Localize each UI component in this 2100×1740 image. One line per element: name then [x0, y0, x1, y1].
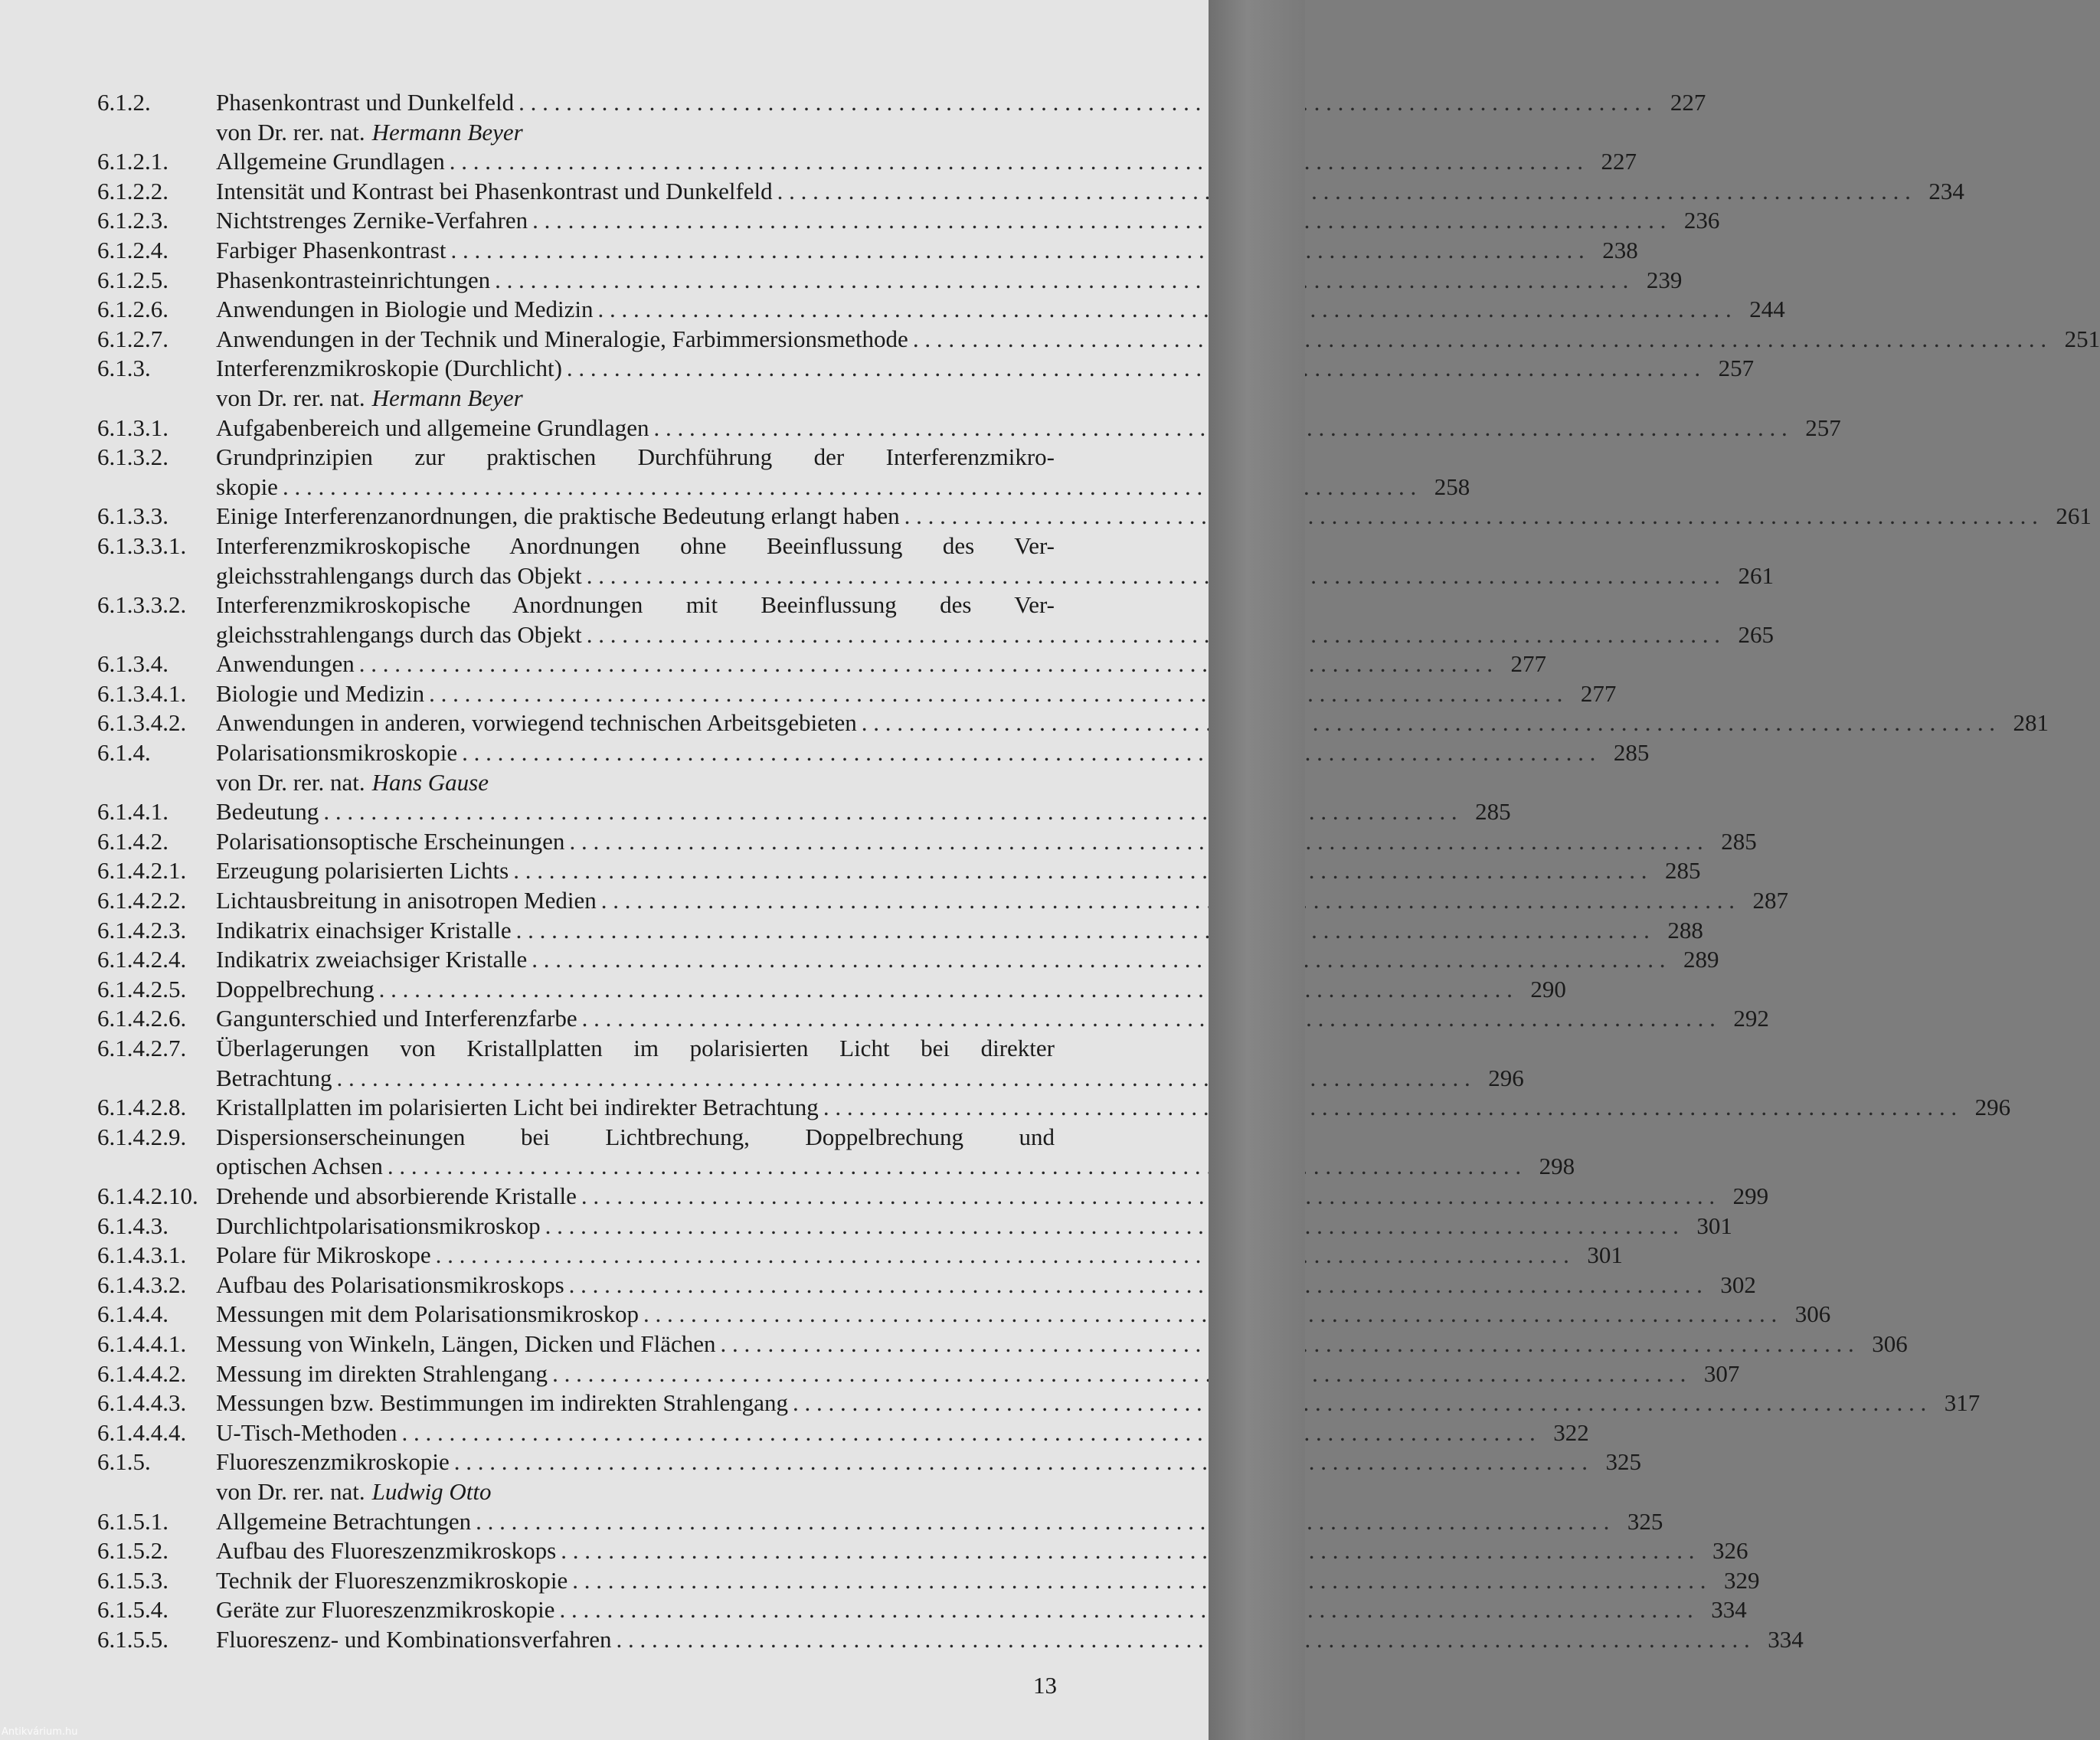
toc-section-title: Drehende und absorbierende Kristalle — [216, 1182, 577, 1209]
toc-page-number: 322 — [1553, 1418, 1589, 1446]
toc-section-title: Technik der Fluoreszenzmikroskopie — [216, 1566, 568, 1594]
toc-section-number: 6.1.4.2.5. — [97, 975, 187, 1002]
toc-entry — [97, 1064, 1524, 1094]
toc-section-title: Messung von Winkeln, Längen, Dicken und Flächen — [216, 1330, 716, 1357]
toc-leader-dots — [359, 649, 1493, 679]
toc-author-line — [97, 384, 1055, 414]
toc-author-line — [97, 118, 1055, 148]
toc-section-title: Allgemeine Grundlagen — [216, 148, 445, 175]
toc-section-number: 6.1.4. — [97, 739, 151, 767]
toc-leader-dots — [793, 1388, 1926, 1418]
toc-entry — [97, 266, 1683, 296]
toc-section-number: 6.1.4.4. — [97, 1300, 168, 1328]
toc-leader-dots — [587, 561, 1720, 591]
toc-page-number: 298 — [1539, 1153, 1575, 1180]
toc-section-title: gleichsstrahlengangs durch das Objekt — [216, 620, 582, 648]
toc-section-number: 6.1.4.3.2. — [97, 1271, 187, 1298]
toc-entry — [97, 1330, 1908, 1359]
toc-entry — [97, 1447, 1642, 1477]
toc-section-number: 6.1.3.3.1. — [97, 531, 187, 559]
toc-section-number: 6.1.5.5. — [97, 1625, 168, 1653]
toc-section-number: 6.1.4.4.3. — [97, 1389, 187, 1417]
toc-page-number: 285 — [1721, 827, 1757, 855]
toc-leader-dots — [388, 1152, 1521, 1182]
toc-section-number: 6.1.5.1. — [97, 1507, 168, 1535]
toc-page-number: 299 — [1732, 1182, 1769, 1209]
toc-entry — [97, 1418, 1589, 1448]
toc-page-number: 306 — [1872, 1330, 1908, 1357]
toc-section-number: 6.1.2.4. — [97, 236, 168, 263]
toc-section-title: Grundprinzipien zur praktischen Durchführung der Interferenzmikro- — [216, 443, 1055, 471]
toc-section-number: 6.1.3.4.2. — [97, 709, 187, 737]
toc-page-number: 325 — [1627, 1507, 1663, 1535]
toc-section-number: 6.1.2.5. — [97, 266, 168, 293]
toc-leader-dots — [532, 206, 1666, 236]
toc-section-title: Dispersionserscheinungen bei Lichtbrechung, Doppelbrechung und — [216, 1123, 1055, 1150]
toc-section-title: Anwendungen in der Technik und Mineralogie, Farbimmersionsmethode — [216, 325, 908, 352]
toc-page-number: 289 — [1683, 946, 1719, 973]
toc-entry — [97, 1093, 2011, 1123]
toc-page-number: 325 — [1605, 1448, 1642, 1476]
toc-section-title: Geräte zur Fluoreszenzmikroskopie — [216, 1596, 555, 1624]
toc-entry — [97, 236, 1638, 266]
toc-leader-dots — [450, 147, 1583, 177]
toc-section-title: Polare für Mikroskope — [216, 1241, 431, 1269]
watermark: Antikvárium.hu — [2, 1726, 78, 1738]
toc-section-number: 6.1.5.3. — [97, 1566, 168, 1594]
toc-section-title: Fluoreszenz- und Kombinationsverfahren — [216, 1625, 612, 1653]
toc-section-number: 6.1.3.3. — [97, 502, 168, 530]
toc-section-number: 6.1.4.2.7. — [97, 1035, 187, 1061]
toc-page-number: 285 — [1664, 857, 1701, 885]
toc-page-number: 277 — [1580, 679, 1617, 707]
toc-section-number: 6.1.4.2.9. — [97, 1123, 187, 1150]
toc-leader-dots — [402, 1418, 1536, 1448]
toc-section-title: Betrachtung — [216, 1064, 332, 1091]
toc-section-title: Indikatrix zweiachsiger Kristalle — [216, 946, 528, 973]
toc-section-title: U-Tisch-Methoden — [216, 1418, 397, 1446]
toc-section-number: 6.1.4.2.1. — [97, 857, 187, 885]
toc-section-title: Allgemeine Betrachtungen — [216, 1507, 472, 1535]
toc-entry — [97, 945, 1719, 975]
toc-leader-dots — [561, 1536, 1694, 1566]
toc-section-title: Interferenzmikroskopische Anordnungen mit Beeinflussung des Ver- — [216, 591, 1055, 619]
toc-page-number: 302 — [1720, 1271, 1756, 1298]
toc-page-number: 258 — [1434, 473, 1470, 500]
toc-leader-dots — [601, 886, 1735, 916]
toc-entry — [97, 177, 1964, 207]
toc-section-number: 6.1.4.2. — [97, 827, 168, 855]
toc-page-number: 236 — [1683, 207, 1720, 234]
toc-page-number: 227 — [1601, 148, 1637, 175]
toc-leader-dots — [462, 738, 1595, 768]
toc-entry — [97, 1152, 1575, 1182]
toc-section-number: 6.1.4.2.6. — [97, 1005, 187, 1032]
toc-section-number: 6.1.3.3.2. — [97, 591, 187, 619]
toc-section-number: 6.1.4.4.4. — [97, 1418, 187, 1446]
toc-author-name: Hans Gause — [371, 768, 489, 796]
toc-page-number: 277 — [1510, 650, 1547, 678]
toc-section-title: Phasenkontrast und Dunkelfeld — [216, 89, 515, 116]
toc-entry — [97, 443, 1055, 473]
toc-entry — [97, 738, 1650, 768]
toc-section-title: Messungen bzw. Bestimmungen im indirekten Strahlengang — [216, 1389, 789, 1417]
toc-page-number: 292 — [1733, 1005, 1769, 1032]
toc-entry — [97, 679, 1617, 709]
toc-leader-dots — [904, 502, 2038, 531]
toc-author-name: Hermann Beyer — [371, 384, 523, 411]
toc-entry — [97, 1507, 1663, 1537]
toc-entry — [97, 916, 1703, 946]
toc-entry — [97, 1212, 1732, 1241]
toc-page-number: 329 — [1724, 1566, 1760, 1594]
toc-leader-dots — [777, 177, 1911, 207]
toc-leader-dots — [516, 916, 1650, 946]
toc-section-number: 6.1.3.4.1. — [97, 679, 187, 707]
toc-page-number: 301 — [1696, 1212, 1732, 1239]
toc-entry — [97, 886, 1788, 916]
toc-leader-dots — [559, 1595, 1693, 1625]
toc-section-number: 6.1.2. — [97, 89, 151, 116]
toc-leader-dots — [913, 325, 2046, 355]
toc-section-title: Überlagerungen von Kristallplatten im polarisierten Licht bei direkter — [216, 1035, 1055, 1061]
toc-section-title: Anwendungen in Biologie und Medizin — [216, 296, 594, 323]
toc-leader-dots — [450, 236, 1584, 266]
toc-page-number: 290 — [1530, 975, 1566, 1002]
toc-author-prefix: von Dr. rer. nat. — [216, 118, 365, 146]
toc-entry — [97, 531, 1055, 561]
toc-section-title: Kristallplatten im polarisierten Licht bei indirekter Betrachtung — [216, 1094, 819, 1121]
toc-section-title: skopie — [216, 473, 278, 500]
toc-leader-dots — [552, 1359, 1686, 1389]
toc-page-number: 261 — [1738, 561, 1775, 589]
toc-section-title: Phasenkontrasteinrichtungen — [216, 266, 491, 293]
toc-section-number: 6.1.4.3. — [97, 1212, 168, 1239]
background-edge — [1209, 0, 1305, 1740]
toc-section-number: 6.1.3. — [97, 355, 151, 382]
toc-entry — [97, 827, 1757, 857]
toc-entry — [97, 561, 1775, 591]
toc-section-number: 6.1.3.2. — [97, 443, 168, 471]
toc-entry — [97, 414, 1841, 443]
toc-section-title: Interferenzmikroskopie (Durchlicht) — [216, 355, 562, 382]
toc-section-title: Aufgabenbereich und allgemeine Grundlagen — [216, 414, 649, 441]
toc-leader-dots — [567, 354, 1700, 384]
toc-section-number: 6.1.2.2. — [97, 177, 168, 204]
toc-leader-dots — [862, 708, 1995, 738]
toc-section-number: 6.1.4.2.10. — [97, 1182, 198, 1209]
toc-page-number: 288 — [1667, 916, 1703, 944]
toc-section-number: 6.1.4.3.1. — [97, 1241, 187, 1269]
toc-page-number: 234 — [1928, 177, 1964, 204]
toc-section-title: gleichsstrahlengangs durch das Objekt — [216, 561, 582, 589]
toc-page-number: 244 — [1749, 296, 1785, 323]
toc-leader-dots — [587, 620, 1720, 650]
toc-entry — [97, 88, 1706, 118]
toc-page-number: 301 — [1587, 1241, 1623, 1269]
toc-section-title: Gangunterschied und Interferenzfarbe — [216, 1005, 577, 1032]
toc-entry — [97, 325, 2100, 355]
toc-page-number: 251 — [2064, 325, 2100, 352]
page-number: 13 — [1033, 1672, 1057, 1699]
toc-page-number: 287 — [1752, 887, 1788, 914]
toc-section-number: 6.1.4.2.4. — [97, 946, 187, 973]
toc-leader-dots — [513, 856, 1647, 886]
toc-section-number: 6.1.5. — [97, 1448, 151, 1476]
toc-section-number: 6.1.4.1. — [97, 798, 168, 826]
toc-entry — [97, 1182, 1769, 1212]
toc-leader-dots — [495, 266, 1628, 296]
toc-entry — [97, 147, 1637, 177]
toc-section-title: Interferenzmikroskopische Anordnungen ohne Beeinflussung des Ver- — [216, 531, 1055, 559]
toc-page-number: 261 — [2056, 502, 2092, 530]
toc-section-title: Indikatrix einachsiger Kristalle — [216, 916, 512, 944]
toc-section-title: Biologie und Medizin — [216, 679, 425, 707]
toc-page-number: 296 — [1488, 1064, 1524, 1091]
toc-section-title: Intensität und Kontrast bei Phasenkontrast und Dunkelfeld — [216, 177, 773, 204]
toc-entry — [97, 1271, 1756, 1300]
toc-page-number: 285 — [1613, 739, 1650, 767]
toc-leader-dots — [476, 1507, 1609, 1537]
toc-entry — [97, 1566, 1760, 1596]
toc-entry — [97, 649, 1547, 679]
toc-leader-dots — [379, 975, 1513, 1005]
toc-entry — [97, 1595, 1747, 1625]
toc-section-number: 6.1.4.2.2. — [97, 887, 187, 914]
toc-section-title: Fluoreszenzmikroskopie — [216, 1448, 450, 1476]
toc-section-title: Doppelbrechung — [216, 975, 375, 1002]
toc-leader-dots — [581, 1182, 1715, 1212]
toc-page-number: 227 — [1670, 89, 1706, 116]
toc-page-number: 285 — [1475, 798, 1511, 826]
toc-entry — [97, 1300, 1831, 1330]
toc-entry — [97, 708, 2049, 738]
toc-leader-dots — [598, 295, 1732, 325]
toc-section-title: Polarisationsoptische Erscheinungen — [216, 827, 565, 855]
toc-page-number: 326 — [1712, 1537, 1748, 1565]
toc-entry — [97, 1004, 1769, 1034]
toc-author-prefix: von Dr. rer. nat. — [216, 384, 365, 411]
toc-entry — [97, 206, 1720, 236]
toc-section-number: 6.1.4.2.8. — [97, 1094, 187, 1121]
table-of-contents — [97, 88, 2100, 1654]
toc-section-title: Nichtstrenges Zernike-Verfahren — [216, 207, 528, 234]
toc-entry — [97, 856, 1701, 886]
toc-page-number: 265 — [1738, 620, 1775, 648]
toc-section-title: Polarisationsmikroskopie — [216, 739, 458, 767]
toc-author-line — [97, 1477, 1055, 1507]
toc-leader-dots — [569, 1271, 1703, 1300]
toc-section-title: Erzeugung polarisierten Lichts — [216, 857, 509, 885]
toc-page-number: 307 — [1703, 1359, 1740, 1387]
toc-page-number: 296 — [1974, 1094, 2011, 1121]
toc-leader-dots — [617, 1625, 1750, 1655]
toc-entry — [97, 502, 2092, 531]
toc-section-title: Farbiger Phasenkontrast — [216, 236, 446, 263]
toc-page-number: 306 — [1794, 1300, 1831, 1328]
toc-entry — [97, 354, 1755, 384]
toc-author-prefix: von Dr. rer. nat. — [216, 1477, 365, 1505]
toc-section-number: 6.1.2.6. — [97, 296, 168, 323]
toc-leader-dots — [582, 1004, 1716, 1034]
toc-section-title: Anwendungen in anderen, vorwiegend technischen Arbeitsgebieten — [216, 709, 857, 737]
toc-page-number: 257 — [1718, 355, 1755, 382]
toc-section-title: Durchlichtpolarisationsmikroskop — [216, 1212, 541, 1239]
toc-section-number: 6.1.2.1. — [97, 148, 168, 175]
toc-entry — [97, 1034, 1055, 1064]
toc-section-number: 6.1.5.4. — [97, 1596, 168, 1624]
toc-section-title: Messung im direkten Strahlengang — [216, 1359, 548, 1387]
toc-entry — [97, 797, 1511, 827]
toc-entry — [97, 620, 1775, 650]
toc-page-number: 238 — [1602, 236, 1638, 263]
toc-author-name: Hermann Beyer — [371, 118, 523, 146]
toc-section-title: Aufbau des Polarisationsmikroskops — [216, 1271, 564, 1298]
toc-leader-dots — [436, 1241, 1569, 1271]
toc-leader-dots — [518, 88, 1652, 118]
toc-section-title: Messungen mit dem Polarisationsmikroskop — [216, 1300, 639, 1328]
toc-section-number: 6.1.5.2. — [97, 1537, 168, 1565]
toc-section-title: Einige Interferenzanordnungen, die praktische Bedeutung erlangt haben — [216, 502, 900, 530]
toc-section-number: 6.1.4.4.2. — [97, 1359, 187, 1387]
toc-leader-dots — [569, 827, 1703, 857]
toc-author-line — [97, 768, 1055, 798]
toc-entry — [97, 473, 1470, 502]
toc-section-title: Lichtausbreitung in anisotropen Medien — [216, 887, 597, 914]
toc-entry — [97, 590, 1055, 620]
toc-section-title: optischen Achsen — [216, 1153, 383, 1180]
toc-entry — [97, 1359, 1740, 1389]
toc-page-number: 239 — [1646, 266, 1683, 293]
toc-page-number: 317 — [1944, 1389, 1981, 1417]
toc-entry — [97, 1123, 1055, 1153]
toc-page-number: 281 — [2013, 709, 2049, 737]
toc-section-number: 6.1.4.2.3. — [97, 916, 187, 944]
toc-section-number: 6.1.3.4. — [97, 650, 168, 678]
toc-section-number: 6.1.4.4.1. — [97, 1330, 187, 1357]
toc-section-number: 6.1.2.3. — [97, 207, 168, 234]
toc-section-title: Bedeutung — [216, 798, 319, 826]
toc-leader-dots — [572, 1566, 1706, 1596]
toc-entry — [97, 1241, 1623, 1271]
toc-section-title: Aufbau des Fluoreszenzmikroskops — [216, 1537, 557, 1565]
toc-leader-dots — [823, 1093, 1957, 1123]
toc-page-number: 334 — [1711, 1596, 1747, 1624]
toc-author-prefix: von Dr. rer. nat. — [216, 768, 365, 796]
toc-page-number: 257 — [1805, 414, 1841, 441]
toc-author-name: Ludwig Otto — [371, 1477, 492, 1505]
toc-entry — [97, 975, 1566, 1005]
toc-entry — [97, 1536, 1748, 1566]
toc-leader-dots — [532, 945, 1665, 975]
toc-section-number: 6.1.2.7. — [97, 325, 168, 352]
toc-entry — [97, 1388, 1981, 1418]
toc-page-number: 334 — [1768, 1625, 1804, 1653]
toc-section-title: Anwendungen — [216, 650, 355, 678]
toc-entry — [97, 1625, 1804, 1655]
toc-section-number: 6.1.3.1. — [97, 414, 168, 441]
toc-leader-dots — [545, 1212, 1679, 1241]
toc-leader-dots — [454, 1447, 1588, 1477]
toc-entry — [97, 295, 1785, 325]
toc-leader-dots — [429, 679, 1562, 709]
